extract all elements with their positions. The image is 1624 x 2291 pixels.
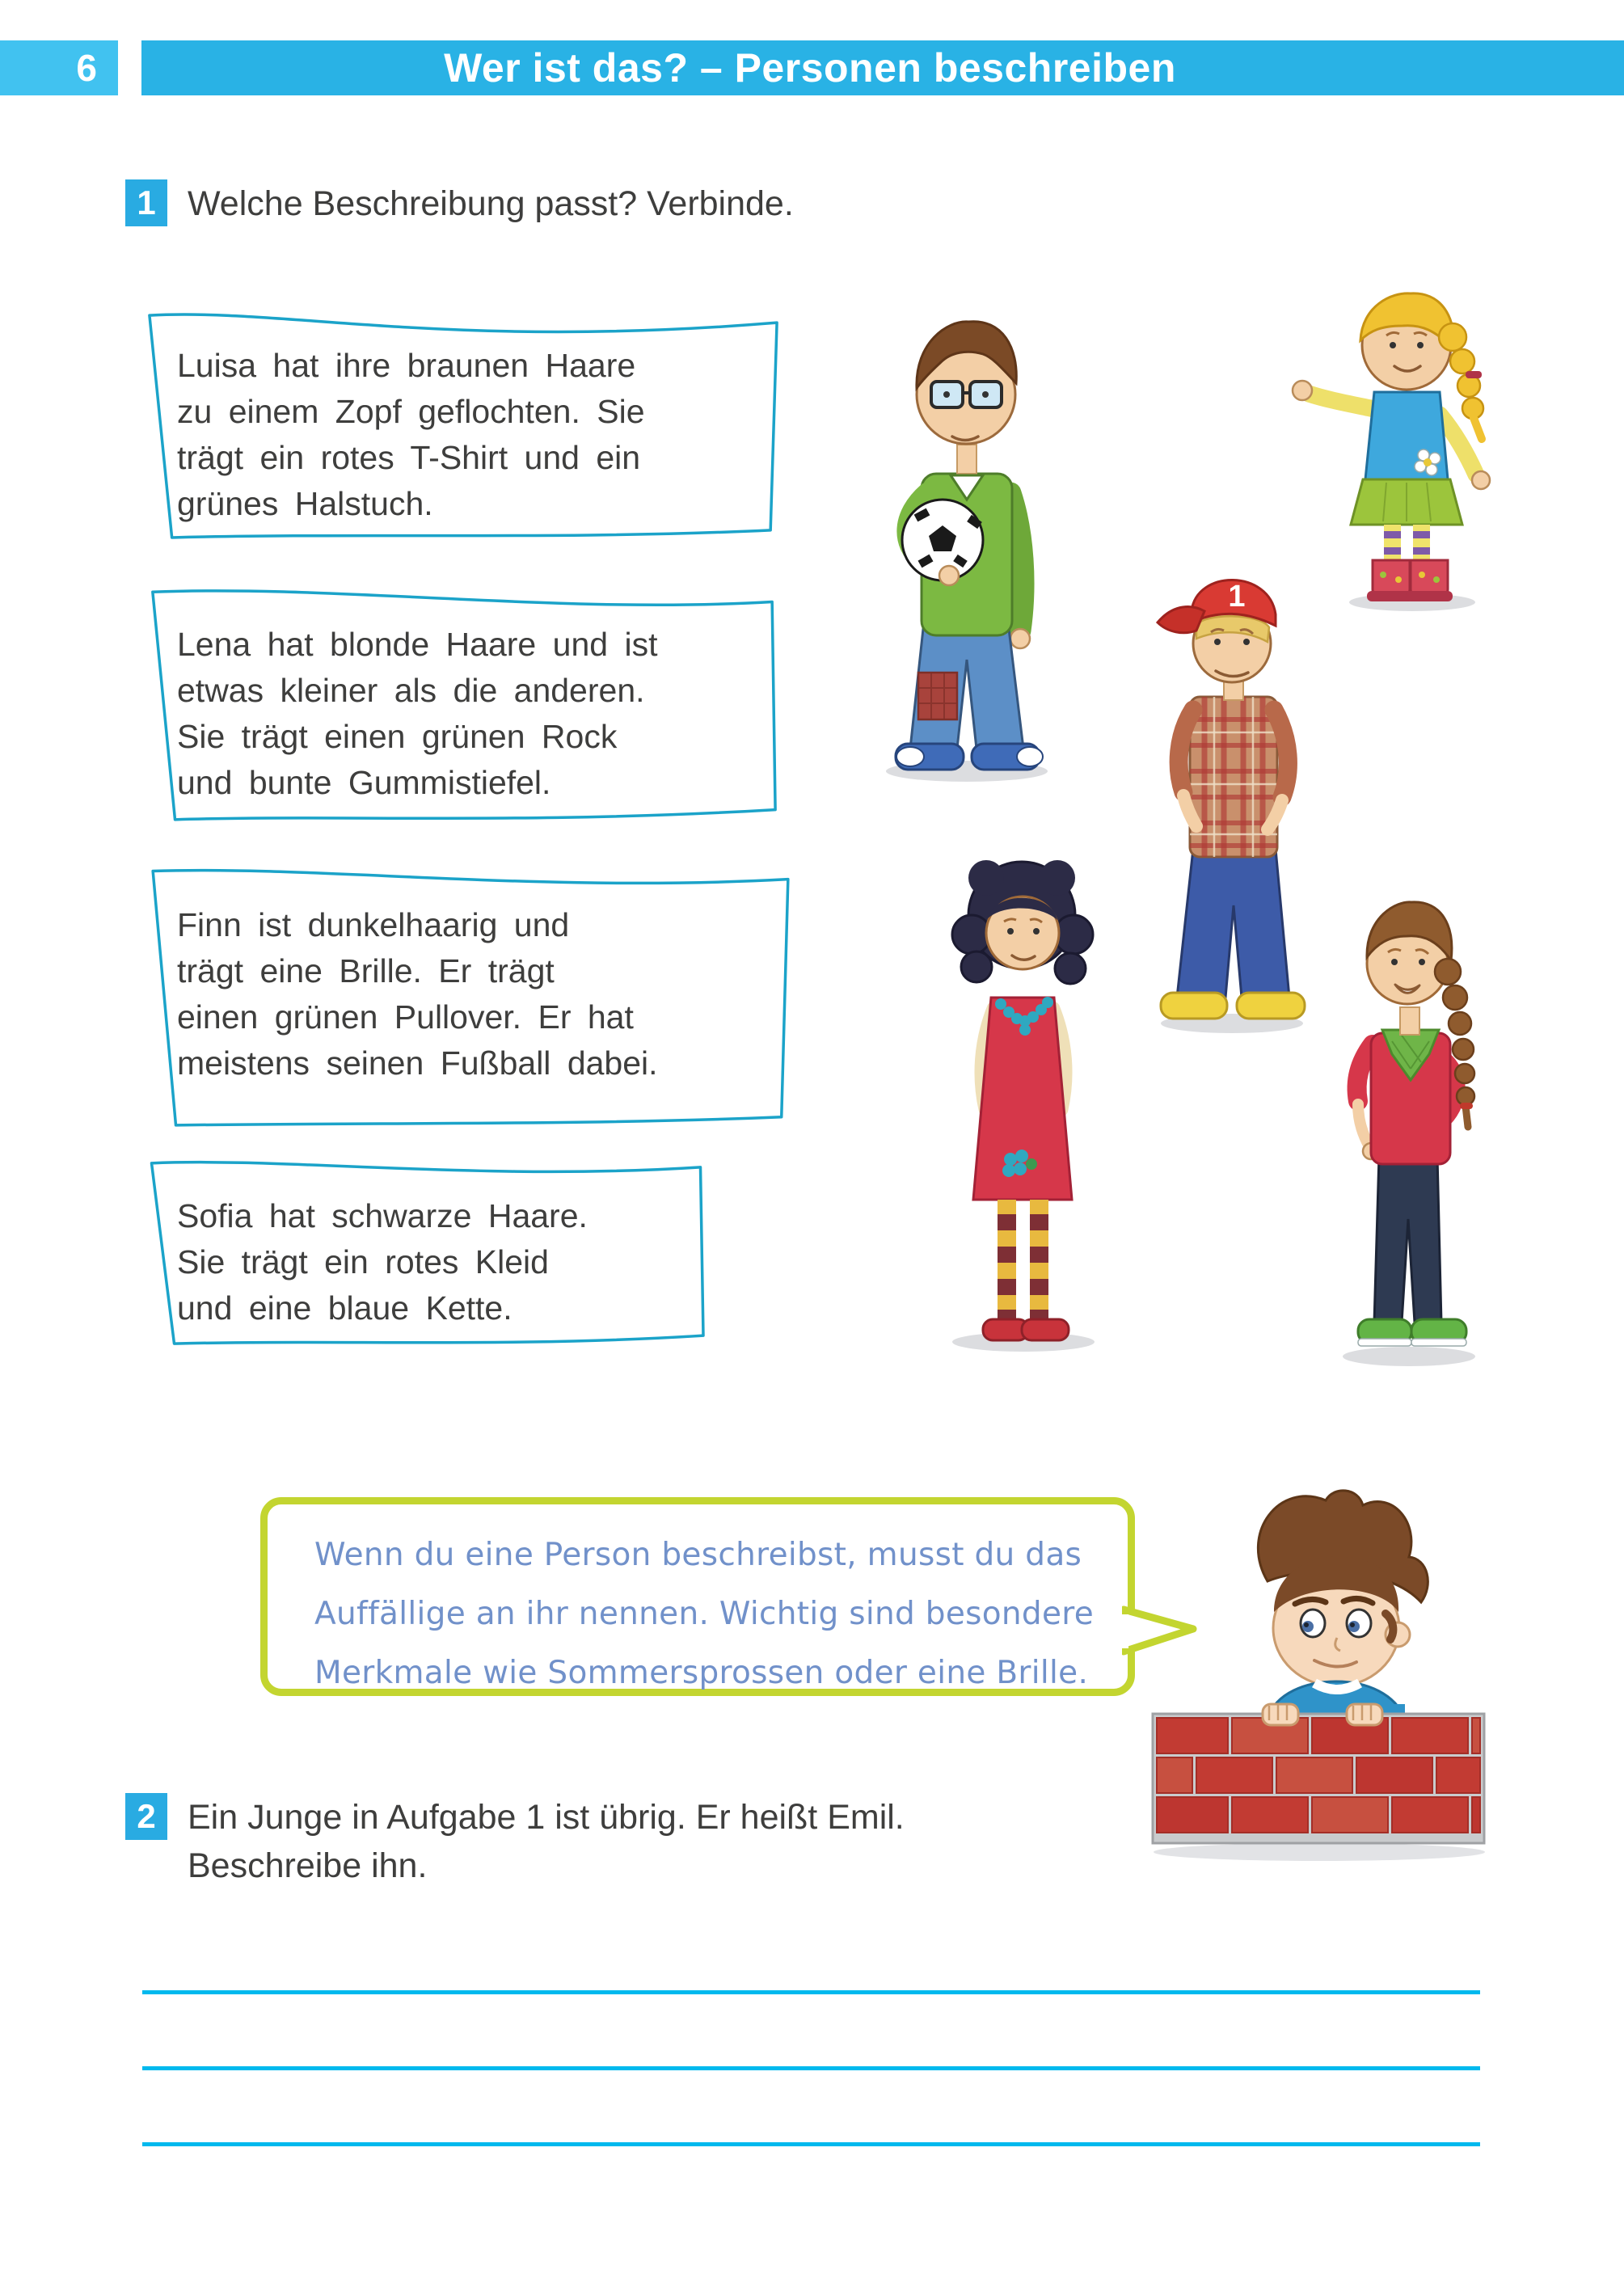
- tip-speech-bubble: [260, 1497, 1135, 1696]
- tip-text-line: Wenn du eine Person beschreibst, musst du das: [314, 1537, 1082, 1573]
- character-luisa-illustration[interactable]: [1316, 871, 1506, 1369]
- description-line: zu einem Zopf geflochten. Sie: [177, 393, 645, 430]
- description-line: trägt ein rotes T-Shirt und ein: [177, 439, 641, 476]
- description-text: [177, 622, 759, 806]
- page-title: Wer ist das? – Personen beschreiben: [444, 45, 1176, 91]
- svg-text:1: 1: [1228, 580, 1246, 614]
- task2-instruction: [188, 1793, 1198, 1890]
- task1-number-badge: [125, 179, 167, 226]
- description-line: Luisa hat ihre braunen Haare: [177, 347, 636, 384]
- writing-line[interactable]: [142, 2066, 1480, 2070]
- character-finn-illustration[interactable]: [871, 273, 1061, 787]
- description-text: [177, 343, 761, 527]
- tip-text-line: Merkmale wie Sommersprossen oder eine Brille.: [314, 1655, 1089, 1691]
- character-sofia-illustration[interactable]: [936, 838, 1114, 1355]
- writing-line[interactable]: [142, 2142, 1480, 2146]
- rubber-boots: [1367, 560, 1453, 601]
- tip-text: [314, 1525, 1103, 1702]
- description-line: einen grünen Pullover. Er hat: [177, 998, 634, 1036]
- description-line: grünes Halstuch.: [177, 485, 433, 522]
- description-line: etwas kleiner als die anderen.: [177, 672, 645, 709]
- flower-icon: [1415, 449, 1441, 475]
- description-box-luisa[interactable]: [143, 301, 783, 545]
- task2-number: 2: [137, 1797, 156, 1835]
- page-number: 6: [76, 47, 97, 89]
- brick-wall: [1153, 1714, 1484, 1843]
- description-line: Sie trägt ein rotes Kleid: [177, 1243, 549, 1281]
- character-emil-illustration[interactable]: [1146, 548, 1320, 1037]
- description-line: trägt eine Brille. Er trägt: [177, 952, 555, 989]
- task2-instruction-line: Ein Junge in Aufgabe 1 ist übrig. Er heißt Emil.: [188, 1798, 905, 1837]
- answer-writing-area[interactable]: [142, 1990, 1480, 2184]
- description-line: und bunte Gummistiefel.: [177, 764, 551, 801]
- description-text: [177, 902, 775, 1086]
- task2-number-badge: [125, 1793, 167, 1840]
- task1-number: 1: [137, 184, 156, 222]
- description-line: Lena hat blonde Haare und ist: [177, 626, 658, 663]
- description-line: und eine blaue Kette.: [177, 1289, 513, 1327]
- page-number-tab: [0, 40, 118, 95]
- description-line: Sofia hat schwarze Haare.: [177, 1197, 588, 1234]
- description-box-sofia[interactable]: [143, 1151, 709, 1352]
- chapter-header-bar: [141, 40, 1624, 95]
- description-text: [177, 1193, 686, 1331]
- description-line: meistens seinen Fußball dabei.: [177, 1044, 658, 1082]
- writing-line[interactable]: [142, 1990, 1480, 1994]
- task1-instruction: Welche Beschreibung passt? Verbinde.: [188, 184, 794, 223]
- striped-tights: [998, 1200, 1048, 1323]
- character-boy-behind-wall-illustration: [1146, 1476, 1495, 1864]
- description-line: Sie trägt einen grünen Rock: [177, 718, 618, 755]
- description-box-finn[interactable]: [143, 860, 798, 1133]
- description-box-lena[interactable]: [143, 580, 782, 827]
- description-line: Finn ist dunkelhaarig und: [177, 906, 570, 943]
- tip-text-line: Auffällige an ihr nennen. Wichtig sind besondere: [314, 1596, 1095, 1632]
- task2-instruction-line: Beschreibe ihn.: [188, 1846, 428, 1885]
